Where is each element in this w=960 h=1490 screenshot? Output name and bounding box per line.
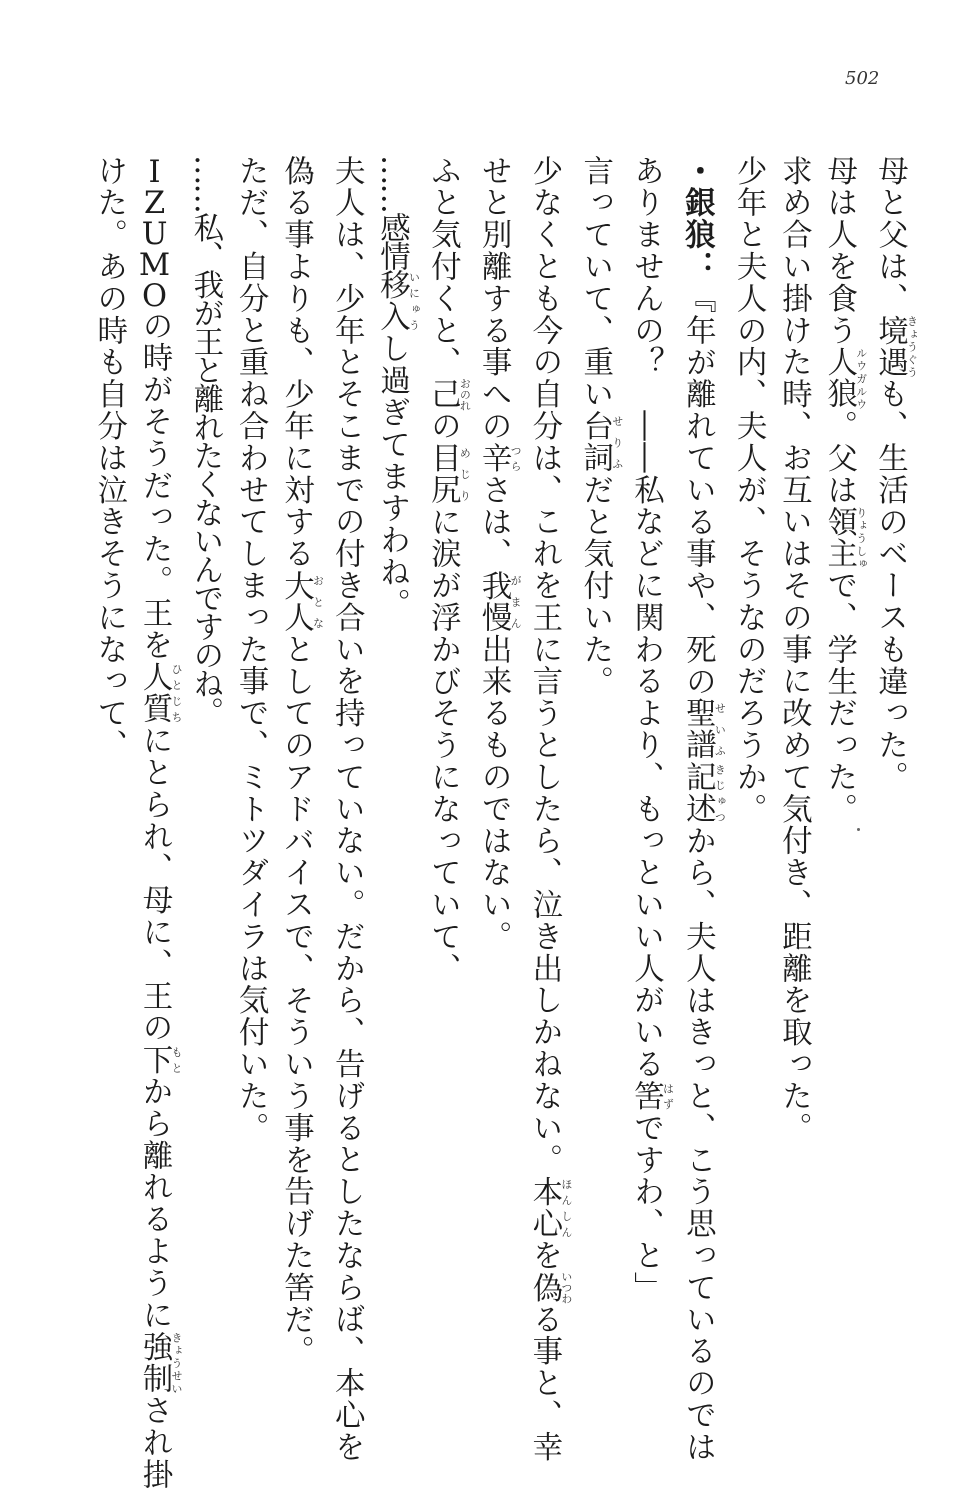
text-run: ですわ、と」 (628, 1112, 664, 1304)
ruby-base: 己 (425, 377, 461, 411)
ruby-base: 筈 (628, 1080, 664, 1113)
ruby-base: 下 (137, 1043, 173, 1076)
text-line-17 (86, 155, 131, 1355)
ruby-word (628, 1080, 675, 1113)
text-line-7 (572, 155, 623, 1355)
ruby-word (526, 1175, 573, 1240)
ruby-base: 記述 (680, 761, 716, 825)
text-run: の (425, 410, 461, 443)
ruby-word (476, 569, 523, 634)
ruby-base: 領主 (821, 505, 857, 570)
text-line-16 (132, 155, 184, 1490)
ruby-word (137, 1330, 184, 1395)
ruby-word (680, 761, 727, 825)
ruby-word (821, 346, 868, 411)
text-run: され掛 (137, 1394, 173, 1490)
text-run: 出来るものではない。 (476, 633, 512, 953)
ruby-base: 我慢 (476, 569, 512, 634)
text-run: 母は人を食う (821, 155, 857, 347)
ruby-base: 辛 (476, 442, 512, 475)
text-line-4 (726, 155, 771, 1355)
ruby-reading: きょうぐう (905, 314, 919, 379)
text-run: に涙が浮かびそうになっていて、 (425, 505, 461, 985)
ruby-base: 聖譜 (680, 697, 716, 762)
ruby-base: 人質 (137, 660, 173, 725)
ruby-reading: もと (170, 1043, 184, 1076)
ruby-word (374, 269, 421, 333)
ruby-base: 目尻 (425, 442, 461, 506)
text-run: ただ、自分と重ね合わせてしまった事で、ミトツダイラは気付いた。 (233, 155, 269, 1144)
text-run: から離れるように (137, 1075, 173, 1331)
ruby-base: 大人 (278, 569, 314, 634)
text-line-12 (324, 155, 369, 1463)
text-run: も、生活のベースも違った。 (872, 378, 908, 794)
ruby-word (872, 314, 919, 379)
text-run: 。父は (821, 410, 857, 506)
speaker-colon: ： (679, 250, 716, 283)
text-run: ……感情 (374, 155, 410, 269)
ruby-reading: がまん (509, 569, 523, 634)
text-run: 夫人は、少年とそこまでの付き合いを持っていない。だから、告げるとしたならば、本心を (329, 155, 365, 1463)
ruby-base: 台詞 (577, 410, 613, 475)
ruby-base: 本心 (526, 1175, 562, 1240)
text-run: を (526, 1239, 562, 1272)
ruby-reading: はず (661, 1080, 675, 1112)
text-run: ふと気付くと、 (425, 155, 461, 379)
ruby-reading: おとな (311, 569, 325, 634)
ruby-base: 境遇 (872, 314, 908, 379)
text-run: 『年が離れている事や、死の (680, 282, 716, 698)
scan-speck (857, 828, 860, 831)
text-line-14 (228, 155, 273, 1355)
text-run: せと別離する事への (476, 155, 512, 443)
text-run: だと気付いた。 (577, 474, 613, 698)
speaker-name: 銀狼 (679, 186, 716, 251)
text-line-2 (816, 155, 867, 1355)
ruby-reading: せいふ (713, 697, 727, 762)
text-run: で、学生だった。 (821, 569, 857, 825)
ruby-word (137, 1043, 184, 1076)
text-run: 少なくとも今の自分は、これを王に言うとしたら、泣き出しかねない。 (526, 155, 562, 1176)
ruby-reading: おのれ (458, 377, 472, 411)
text-run: けた。あの時も自分は泣きそうになって、 (91, 155, 127, 762)
text-run: 母と父は、 (872, 155, 908, 315)
text-line-13 (273, 155, 325, 1368)
text-line-9 (471, 155, 522, 1355)
text-line-1 (867, 155, 918, 1355)
ruby-word (425, 442, 472, 506)
text-run: ありませんの？ ――私などに関わるより、もっといい人がいる (628, 155, 664, 1081)
text-line-5 (674, 155, 727, 1463)
text-run: 少年と夫人の内、夫人が、そうなのだろうか。 (731, 155, 767, 825)
text-line-3 (771, 155, 816, 1355)
ruby-word (425, 377, 472, 411)
text-run: としてのアドバイスで、そういう事を告げた筈だ。 (278, 633, 314, 1368)
ruby-reading: つら (509, 442, 523, 474)
text-line-6 (623, 155, 674, 1355)
ruby-reading: ほんしん (559, 1175, 573, 1240)
ruby-reading: ひとじち (170, 660, 184, 725)
ruby-reading: いつわ (559, 1270, 573, 1304)
text-line-8 (522, 155, 573, 1463)
ruby-reading: めじり (458, 442, 472, 506)
ruby-word (577, 410, 624, 475)
ruby-base: 移入 (374, 269, 410, 333)
ruby-word (476, 442, 523, 475)
speaker-bullet: ・ (679, 155, 716, 187)
ruby-word (278, 569, 325, 634)
text-run: し過ぎてますわね。 (374, 332, 410, 620)
text-run: る事と、幸 (526, 1303, 562, 1463)
page-number: 502 (845, 68, 880, 89)
text-run-latin: IZUMO (137, 155, 173, 310)
text-run: ……私、我が王と離れたくないんですのね。 (187, 155, 223, 725)
ruby-word (526, 1270, 573, 1304)
text-run: にとられ、母に、王の (137, 724, 173, 1044)
text-run: の時がそうだった。王を (137, 310, 173, 661)
ruby-base: 強制 (137, 1330, 173, 1395)
vertical-text-body (86, 155, 919, 1490)
ruby-word (680, 697, 727, 762)
ruby-reading: きょうせい (170, 1330, 184, 1395)
text-run: 求め合い掛けた時、お互いはその事に改めて気付き、距離を取った。 (776, 155, 812, 1144)
ruby-reading: いにゅう (407, 269, 421, 333)
text-line-11 (369, 155, 420, 1355)
ruby-base: 人狼 (821, 346, 857, 411)
ruby-reading: せりふ (610, 410, 624, 474)
ruby-reading: きじゅつ (713, 761, 727, 825)
ruby-word (821, 505, 868, 570)
text-line-10 (420, 155, 471, 1355)
text-run: 言っていて、重い (577, 155, 613, 411)
ruby-reading: ルウガルウ (854, 346, 868, 411)
ruby-reading: りょうしゅ (854, 505, 868, 570)
text-run: から、夫人はきっと、こう思っているのでは (680, 824, 716, 1463)
ruby-word (137, 660, 184, 725)
ruby-base: 偽 (526, 1270, 562, 1304)
text-run: さは、 (476, 474, 512, 570)
text-line-15 (183, 155, 228, 1355)
text-run: 偽る事よりも、少年に対する (278, 155, 314, 570)
